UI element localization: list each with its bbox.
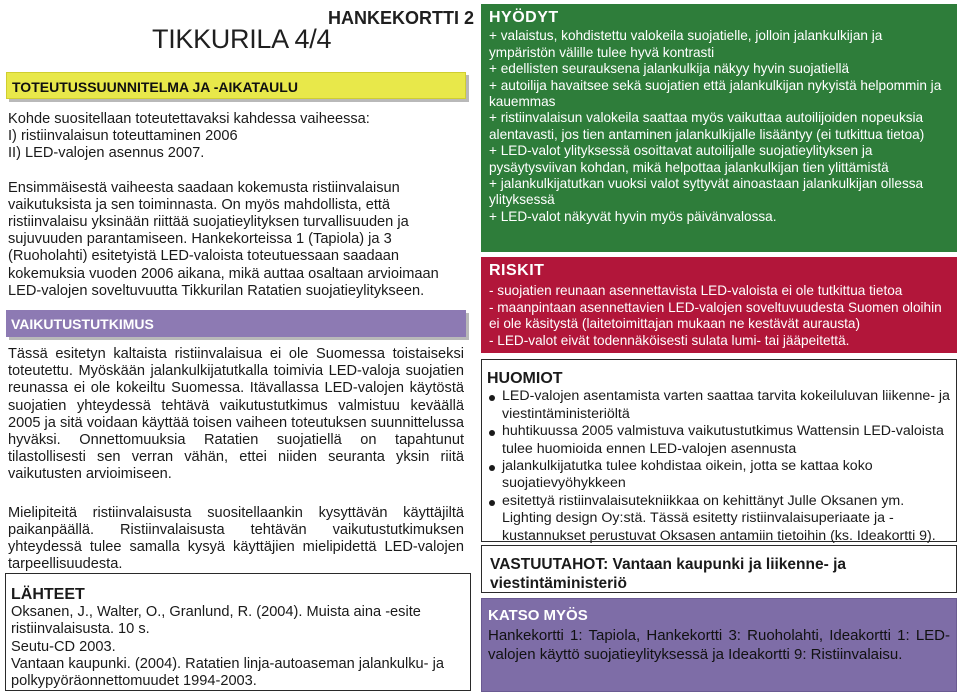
benefits-box [481,4,957,252]
research-opinion-paragraph: Mielipiteitä ristiinvalaisusta suositellaankin kysyttävän käyttäjiltä paikanpäällä. Ristiinvalaisusta tehtävän vaikutustutkimuksen yhteydessä tulee samalla kysyä käyttäjien mielipidettä LED-valojen tarpeellisuudesta. [8,504,464,573]
note-text: jalankulkijatutka tulee kohdistaa oikein, jotta se kattaa koko suojatievyöhykkeen [502,458,873,492]
notes-list [487,388,950,545]
note-text: huhtikuussa 2005 valmistuva vaikutustutkimus Wattensin LED-valoista tulee huomioida ennen LED-valojen asennusta [502,423,944,457]
benefits-heading: HYÖDYT [489,9,559,26]
note-item [487,458,950,493]
benefit-item: + ristiinvalaisun valokeila saattaa myös vaikuttaa autoilijoiden nopeuksia alentavasti, jos tien antaminen jalankulkijalle lisääntyy (ei tutkittua tietoa) [489,110,925,142]
research-section [8,346,464,573]
card-tag: HANKEKORTTI 2 [328,8,475,28]
plan-line: I) ristiinvalaisun toteuttaminen 2006 [8,128,238,145]
risk-item: - suojatien reunaan asennettavista LED-valoista ei ole tutkittua tietoa [489,283,903,299]
research-heading-bar: VAIKUTUSTUTKIMUS [6,310,466,337]
benefit-item: + edellisten seurauksena jalankulkija näkyy hyvin suojatiellä [489,61,850,77]
benefit-item: + jalankulkijatutkan vuoksi valot syttyvät ainoastaan jalankulkijan ollessa ylityksessä [489,176,924,208]
research-intro-paragraph: Tässä esitetyn kaltaista ristiinvalaisua ei ole Suomessa toistaiseksi toteutettu. Myöskään jalankulkijatutkalla toimivia LED-valoja suojatien reunassa ei ole kokeiltu Suomessa. Itävallassa LED-valojen käytöstä suojatien yhteydessä tehtävä vaikutustutkimus valmistuu keväällä 2005 ja sitä voidaan käyttää toisen vaiheen toteutuksen suunnittelussa hyväksi. Onnettomuuksia Ratatien suojatiellä on tapahtunut tilastollisesti sen verran vähän, ettei niiden seuranta yksin riitä vaikutusten arvioimiseen. [8,346,464,483]
source-item: Vantaan kaupunki. (2004). Ratatien linja-autoaseman jalankulku- ja polkypyöräonnettomuudet 1994-2003. [11,655,444,690]
bullet-icon [489,465,495,471]
source-item: Seutu-CD 2003. [11,638,116,655]
note-item [487,388,950,423]
note-text: esitettyä ristiinvalaisutekniikkaa on kehittänyt Julle Oksanen ym. Lighting design Oy:stä. Tässä esitetty ristiinvalaisuperiaate ja -kustannukset perustuvat Oksasen antamiin tietoihin (ks. Ideakortti 9). [502,492,936,544]
see-also-heading: KATSO MYÖS [488,607,588,624]
plan-section [8,111,463,300]
plan-line: Kohde suositellaan toteutettavaksi kahdessa vaiheessa: [8,111,370,127]
responsible-parties-box [481,545,957,593]
risks-box [481,257,957,353]
risk-item: - maanpintaan asennettavien LED-valojen soveltuvuudesta Suomen oloihin ei ole käsitystä (laitetoimittajan mukaan ne kestävät aurausta) [489,299,942,332]
bullet-icon [489,500,495,506]
see-also-box [481,598,957,692]
bullet-icon [489,395,495,401]
bullet-icon [489,430,495,436]
benefit-item: + valaistus, kohdistettu valokeila suojatielle, jolloin jalankulkijan ja ympäristön välille tulee hyvä kontrasti [489,28,883,60]
benefit-item: + LED-valot ylityksessä osoittavat autoilijalle suojatieylityksen ja pysäytysviivan kohdan, mikä helpottaa jalankulkijan tien ylittämistä [489,143,889,175]
sources-heading: LÄHTEET [11,586,85,603]
note-item [487,493,950,545]
see-also-text: Hankekortti 1: Tapiola, Hankekortti 3: Ruoholahti, Ideakortti 1: LED-valojen käyttö suojatieylityksessä ja Ideakortti 9: Ristiinvalaisu. [488,627,950,663]
plan-experience-paragraph: Ensimmäisestä vaiheesta saadaan kokemusta ristiinvalaisun vaikutuksista ja sen toiminnasta. On myös mahdollista, että ristiinvalaisu yksinään riittää suojatieylityksen turvallisuuden ja sujuvuuden parantamiseen. Hankekorteissa 1 (Tapiola) ja 3 (Ruoholahti) esitetyistä LED-valoista toteutuessaan saadaan kokemuksia vuoden 2006 aikana, mikä auttaa osaltaan arvioimaan LED-valojen soveltuvuutta Tikkurilan Ratatien suojatieylitykseen. [8,179,439,299]
note-item [487,423,950,458]
responsible-parties-text: VASTUUTAHOT: Vantaan kaupunki ja liikenne- ja viestintäministeriö [490,556,846,592]
source-item: Oksanen, J., Walter, O., Granlund, R. (2004). Muista aina -esite ristiinvalaisusta. 10 s. [11,604,421,638]
notes-box [481,359,957,542]
left-column [0,0,476,695]
sources-box [5,573,471,691]
notes-heading: HUOMIOT [487,370,563,387]
benefit-item: + LED-valot näkyvät hyvin myös päivänvalossa. [489,208,777,224]
risks-heading: RISKIT [489,262,545,279]
plan-line: II) LED-valojen asennus 2007. [8,145,205,162]
risk-item: - LED-valot eivät todennäköisesti sulata lumi- tai jääpeitettä. [489,332,850,348]
benefit-item: + autoilija havaitsee sekä suojatien että jalankulkijan nykyistä helpommin ja kauemmas [489,77,942,110]
plan-heading-bar: TOTEUTUSSUUNNITELMA JA -AIKATAULU [6,72,466,99]
page-title: TIKKURILA 4/4 [152,24,332,54]
note-text: LED-valojen asentamista varten saattaa tarvita kokeiluluvan liikenne- ja viestintäministeriöltä [502,388,950,422]
